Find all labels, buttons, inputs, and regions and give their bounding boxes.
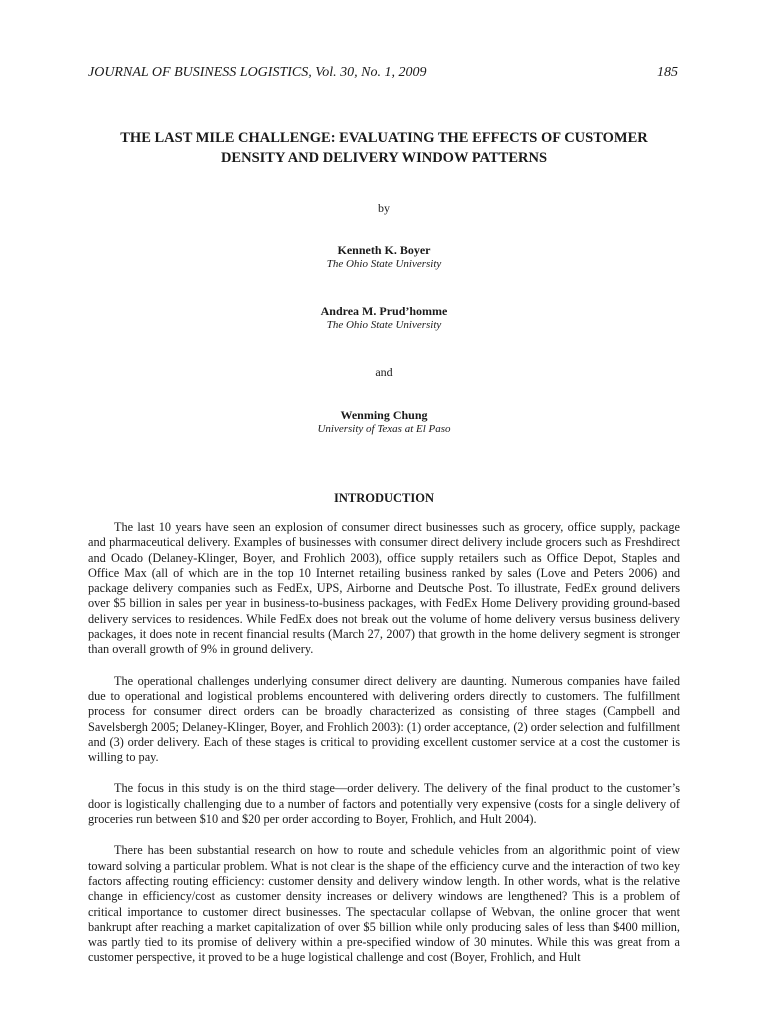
- paragraph: The operational challenges underlying consumer direct delivery are daunting. Numerous companies have failed due to operational and logistical problems encountered with delivering orders directly to customers. The fulfillment process for consumer direct orders can be broadly characterized as consisting of three stages (Campbell and Savelsbergh 2005; Delaney-Klinger, Boyer, and Frohlich 2003): (1) order acceptance, (2) order selection and fulfillment and (3) order delivery. Each of these stages is critical to providing excellent customer service at a cost the customer is willing to pay.: [88, 673, 680, 765]
- author-block-2: [90, 304, 678, 332]
- by-line: by: [378, 201, 390, 215]
- journal-citation: JOURNAL OF BUSINESS LOGISTICS, Vol. 30, No. 1, 2009: [88, 65, 427, 80]
- title-line-1: THE LAST MILE CHALLENGE: EVALUATING THE EFFECTS OF CUSTOMER: [120, 130, 648, 146]
- author-block-1: [90, 243, 678, 271]
- paragraph: The focus in this study is on the third stage—order delivery. The delivery of the final product to the customer’s door is logistically challenging due to a number of factors and potentially very expensive (costs for a single delivery of groceries run between $10 and $20 per order according to Boyer, Frohlich, and Hult 2004).: [88, 781, 680, 827]
- and-conjunction: and: [375, 365, 393, 379]
- author-name: Kenneth K. Boyer: [337, 243, 431, 257]
- author-block-3: [90, 408, 678, 436]
- title-line-2: DENSITY AND DELIVERY WINDOW PATTERNS: [220, 150, 548, 166]
- page-number: 185: [657, 65, 678, 80]
- article-title: [90, 128, 678, 168]
- paragraph: There has been substantial research on how to route and schedule vehicles from an algorithmic point of view toward solving a particular problem. What is not clear is the shape of the efficiency curve and the interaction of two key factors affecting routing efficiency: customer density and delivery window length. In other words, what is the relative change in efficiency/cost as customer density increases or delivery windows are lengthened? This is a problem of critical importance to customer direct businesses. The spectacular collapse of Webvan, the online grocer that went bankrupt after reaching a market capitalization of over $5 billion while only producing sales of less than $400 million, was partly tied to its promise of delivery within a pre-specified window of 30 minutes. While this was great from a customer perspective, it proved to be a huge logistical challenge and cost (Boyer, Frohlich, and Hult: [88, 843, 680, 965]
- author-name: Andrea M. Prud’homme: [320, 304, 448, 318]
- author-affiliation: The Ohio State University: [326, 319, 442, 331]
- body-text: [88, 520, 680, 982]
- author-affiliation: University of Texas at El Paso: [317, 423, 451, 435]
- paragraph: The last 10 years have seen an explosion of consumer direct businesses such as grocery, office supply, package and pharmaceutical delivery. Examples of businesses with consumer direct delivery include grocers such as Freshdirect and Ocado (Delaney-Klinger, Boyer, and Frohlich 2003), office supply retailers such as Office Depot, Staples and Office Max (all of which are in the top 10 Internet retailing business ranked by sales (Love and Peters 2006) and package delivery companies such as FedEx, UPS, Airborne and Deutsche Post. To illustrate, FedEx ground delivers over $5 billion in sales per year in business-to-business packages, with FedEx Home Delivery providing ground-based delivery services to residences. While FedEx does not break out the volume of home delivery versus business delivery packages, it does note in recent financial results (March 27, 2007) that growth in the home delivery segment is stronger than overall growth of 9% in ground delivery.: [88, 520, 680, 657]
- author-name: Wenming Chung: [340, 408, 428, 422]
- author-affiliation: The Ohio State University: [326, 258, 442, 270]
- section-heading: INTRODUCTION: [333, 491, 434, 505]
